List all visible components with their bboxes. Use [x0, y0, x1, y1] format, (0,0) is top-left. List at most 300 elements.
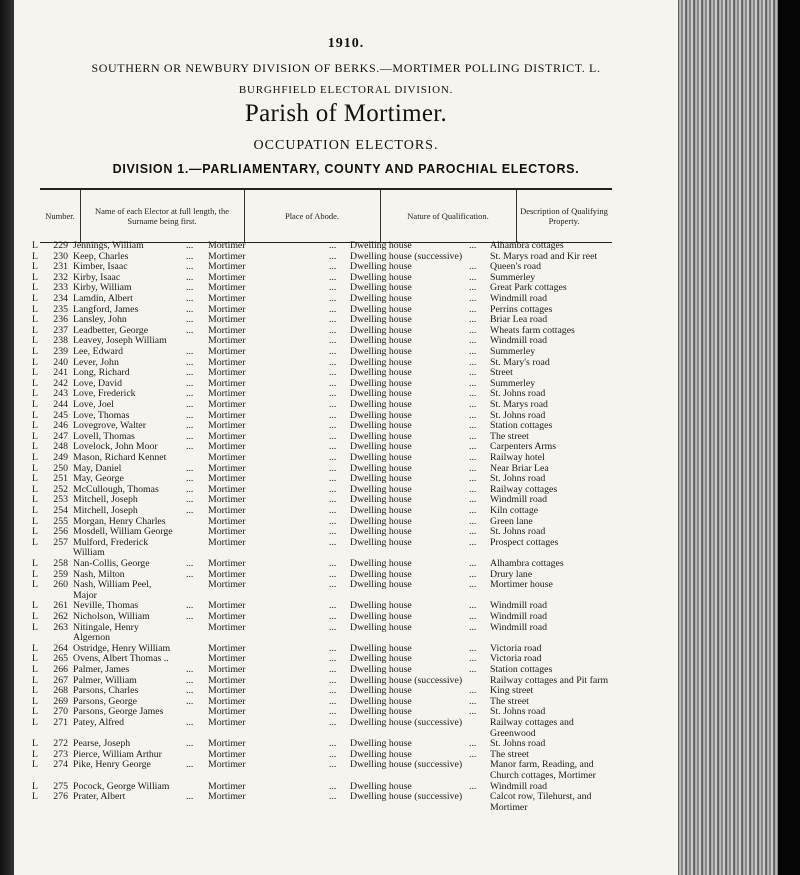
place-of-abode: Mortimer [208, 282, 246, 294]
place-of-abode: Mortimer [208, 611, 246, 622]
elector-name: Morgan, Henry Charles [73, 515, 166, 527]
leader-dots: ... [469, 377, 477, 389]
place-of-abode: Mortimer [208, 293, 246, 304]
column-header-abode: Place of Abode. [244, 190, 381, 242]
qualification-nature: Dwelling house [350, 494, 412, 506]
table-row [14, 494, 674, 505]
qualification-nature: Dwelling house [350, 271, 412, 283]
elector-name: Ovens, Albert Thomas .. [73, 653, 169, 665]
row-letter: L [32, 409, 38, 421]
elector-number: 245 [53, 409, 68, 421]
row-letter: L [32, 621, 38, 633]
table-row [14, 675, 674, 686]
leader-dots: ... [186, 250, 194, 262]
qualification-nature: Dwelling house [350, 420, 412, 432]
property-description: Windmill road [490, 780, 548, 792]
row-letter: L [32, 791, 38, 803]
leader-dots: ... [469, 452, 477, 463]
row-letter: L [32, 717, 38, 728]
column-header-number: Number. [40, 190, 81, 242]
property-description: Calcot row, Tilehurst, and [490, 791, 592, 803]
leader-dots: ... [329, 685, 337, 697]
table-row [14, 558, 674, 569]
row-letter: L [32, 780, 38, 792]
elector-name: Leavey, Joseph William [73, 335, 167, 347]
table-row [14, 431, 674, 442]
table-row [14, 547, 674, 558]
elector-number: 272 [53, 738, 68, 750]
elector-name: Lovelock, John Moor [73, 441, 158, 453]
leader-dots: ... [469, 409, 477, 421]
row-letter: L [32, 250, 38, 262]
elector-name: Love, Frederick [73, 388, 136, 400]
table-row [14, 781, 674, 792]
leader-dots: ... [469, 314, 477, 326]
leader-dots: ... [329, 473, 337, 485]
row-letter: L [32, 282, 38, 294]
leader-dots: ... [469, 282, 477, 294]
leader-dots: ... [329, 483, 337, 495]
property-description: Queen's road [490, 261, 542, 273]
row-letter: L [32, 303, 38, 315]
leader-dots: ... [469, 642, 477, 654]
leader-dots: ... [469, 441, 477, 453]
place-of-abode: Mortimer [208, 664, 246, 675]
qualification-nature: Dwelling house [350, 685, 412, 697]
row-letter: L [32, 600, 38, 612]
elector-number: 276 [53, 791, 68, 803]
table-row [14, 696, 674, 707]
leader-dots: ... [329, 674, 337, 686]
elector-name: Pearse, Joseph [73, 738, 131, 750]
table-row [14, 441, 674, 452]
elector-number: 266 [53, 664, 68, 675]
leader-dots: ... [329, 303, 337, 315]
row-letter: L [32, 399, 38, 410]
place-of-abode: Mortimer [208, 674, 246, 686]
place-of-abode: Mortimer [208, 717, 246, 728]
elector-name: Nan-Collis, George [73, 558, 150, 569]
elector-name: Neville, Thomas [73, 600, 139, 612]
qualification-nature: Dwelling house [350, 388, 412, 400]
elector-number: 267 [53, 674, 68, 686]
page-year: 1910. [327, 36, 365, 51]
property-description: Station cottages [490, 664, 553, 675]
leader-dots: ... [469, 515, 477, 527]
row-letter: L [32, 738, 38, 750]
table-row [14, 240, 674, 251]
property-description: St. Mary's road [490, 356, 550, 368]
table-row [14, 314, 674, 325]
table-row [14, 335, 674, 346]
property-description: Prospect cottages [490, 536, 559, 548]
table-row [14, 388, 674, 399]
place-of-abode: Mortimer [208, 452, 246, 463]
table-row [14, 569, 674, 580]
table-row [14, 304, 674, 315]
leader-dots: ... [186, 367, 194, 379]
table-row [14, 643, 674, 654]
leader-dots: ... [329, 399, 337, 410]
place-of-abode: Mortimer [208, 505, 246, 516]
elector-name: Lovell, Thomas [73, 430, 135, 442]
elector-name: Love, David [73, 377, 122, 389]
elector-name: Love, Joel [73, 399, 114, 410]
place-of-abode: Mortimer [208, 462, 246, 474]
leader-dots: ... [329, 250, 337, 262]
leader-dots: ... [469, 748, 477, 760]
qualification-nature: Dwelling house [350, 611, 412, 622]
row-letter: L [32, 494, 38, 506]
leader-dots: ... [329, 664, 337, 675]
property-description: Station cottages [490, 420, 553, 432]
place-of-abode: Mortimer [208, 303, 246, 315]
elector-number: 241 [53, 367, 68, 379]
elector-name: Langford, James [73, 303, 139, 315]
row-letter: L [32, 356, 38, 368]
elector-number: 242 [53, 377, 68, 389]
elector-name: Kirby, Isaac [73, 271, 121, 283]
property-description: The street [490, 430, 529, 442]
row-letter: L [32, 261, 38, 273]
qualification-nature: Dwelling house [350, 356, 412, 368]
electoral-division-heading: BURGHFIELD ELECTORAL DIVISION. [238, 84, 454, 96]
qualification-nature: Dwelling house [350, 409, 412, 421]
leader-dots: ... [329, 293, 337, 304]
property-description: Summerley [490, 377, 536, 389]
elector-number: 275 [53, 780, 68, 792]
elector-number: 257 [53, 536, 68, 548]
leader-dots: ... [469, 346, 477, 357]
property-description: Carpenters Arms [490, 441, 557, 453]
qualification-nature: Dwelling house [350, 282, 412, 294]
leader-dots: ... [329, 271, 337, 283]
property-description: Drury lane [490, 568, 533, 580]
place-of-abode: Mortimer [208, 324, 246, 336]
qualification-nature: Dwelling house [350, 335, 412, 347]
leader-dots: ... [329, 335, 337, 347]
property-description: Summerley [490, 346, 536, 357]
qualification-nature: Dwelling house [350, 642, 412, 654]
place-of-abode: Mortimer [208, 748, 246, 760]
elector-number: 269 [53, 695, 68, 707]
place-of-abode: Mortimer [208, 240, 246, 251]
leader-dots: ... [329, 388, 337, 400]
place-of-abode: Mortimer [208, 399, 246, 410]
leader-dots: ... [329, 367, 337, 379]
qualification-nature: Dwelling house (successive) [350, 717, 463, 728]
property-description: St. Johns road [490, 388, 546, 400]
table-row [14, 728, 674, 739]
elector-number: 256 [53, 526, 68, 538]
place-of-abode: Mortimer [208, 409, 246, 421]
table-row [14, 537, 674, 548]
leader-dots: ... [329, 324, 337, 336]
table-row [14, 749, 674, 760]
qualification-nature: Dwelling house [350, 441, 412, 453]
qualification-nature: Dwelling house [350, 505, 412, 516]
leader-dots: ... [329, 621, 337, 633]
elector-number: 255 [53, 515, 68, 527]
property-description: Railway hotel [490, 452, 545, 463]
leader-dots: ... [469, 367, 477, 379]
elector-number: 254 [53, 505, 68, 516]
place-of-abode: Mortimer [208, 356, 246, 368]
leader-dots: ... [329, 441, 337, 453]
qualification-nature: Dwelling house [350, 483, 412, 495]
leader-dots: ... [329, 558, 337, 569]
column-header-property: Description of Qualifying Property. [520, 206, 608, 226]
qualification-nature: Dwelling house [350, 367, 412, 379]
table-row [14, 717, 674, 728]
leader-dots: ... [329, 526, 337, 538]
table-row [14, 346, 674, 357]
elector-name: McCullough, Thomas [73, 483, 159, 495]
row-letter: L [32, 473, 38, 485]
leader-dots: ... [469, 695, 477, 707]
row-letter: L [32, 367, 38, 379]
property-description: St. Marys road [490, 399, 548, 410]
elector-name: Parsons, Charles [73, 685, 139, 697]
elector-name: Parsons, George [73, 695, 138, 707]
leader-dots: ... [329, 452, 337, 463]
table-row [14, 251, 674, 262]
row-letter: L [32, 579, 38, 591]
leader-dots: ... [186, 399, 194, 410]
leader-dots: ... [469, 261, 477, 273]
property-description: King street [490, 685, 534, 697]
table-row [14, 579, 674, 590]
table-row [14, 420, 674, 431]
leader-dots: ... [329, 717, 337, 728]
elector-number: 251 [53, 473, 68, 485]
leader-dots: ... [186, 717, 194, 728]
table-row [14, 738, 674, 749]
leader-dots: ... [469, 738, 477, 750]
elector-number: 247 [53, 430, 68, 442]
leader-dots: ... [186, 430, 194, 442]
property-description: Windmill road [490, 293, 548, 304]
leader-dots: ... [469, 780, 477, 792]
leader-dots: ... [469, 462, 477, 474]
elector-number: 253 [53, 494, 68, 506]
leader-dots: ... [469, 483, 477, 495]
place-of-abode: Mortimer [208, 759, 246, 771]
property-description: The street [490, 748, 529, 760]
property-description: St. Johns road [490, 473, 546, 485]
row-letter: L [32, 611, 38, 622]
property-description: Railway cottages [490, 483, 558, 495]
table-row [14, 410, 674, 421]
qualification-nature: Dwelling house (successive) [350, 759, 463, 771]
book-page-edges [678, 0, 800, 875]
elector-name: Prater, Albert [73, 791, 126, 803]
leader-dots: ... [469, 526, 477, 538]
elector-name: Palmer, William [73, 674, 137, 686]
qualification-nature: Dwelling house [350, 377, 412, 389]
row-letter: L [32, 653, 38, 665]
page-title: Parish of Mortimer. [244, 100, 448, 127]
leader-dots: ... [329, 494, 337, 506]
elector-name: May, George [73, 473, 124, 485]
elector-name: Kimber, Isaac [73, 261, 128, 273]
qualification-nature: Dwelling house [350, 664, 412, 675]
qualification-nature: Dwelling house [350, 780, 412, 792]
leader-dots: ... [329, 505, 337, 516]
qualification-nature: Dwelling house [350, 473, 412, 485]
leader-dots: ... [329, 377, 337, 389]
leader-dots: ... [329, 568, 337, 580]
leader-dots: ... [469, 293, 477, 304]
leader-dots: ... [469, 685, 477, 697]
leader-dots: ... [469, 356, 477, 368]
leader-dots: ... [186, 738, 194, 750]
property-description: Windmill road [490, 611, 548, 622]
property-description: Wheats farm cottages [490, 324, 575, 336]
leader-dots: ... [329, 240, 337, 251]
place-of-abode: Mortimer [208, 250, 246, 262]
leader-dots: ... [186, 314, 194, 326]
leader-dots: ... [186, 356, 194, 368]
place-of-abode: Mortimer [208, 515, 246, 527]
elector-number: 261 [53, 600, 68, 612]
place-of-abode: Mortimer [208, 430, 246, 442]
property-description: Street [490, 367, 513, 379]
property-description: Alhambra cottages [490, 558, 564, 569]
leader-dots: ... [186, 462, 194, 474]
table-row [14, 685, 674, 696]
property-description: St. Marys road and Kir reet [490, 250, 598, 262]
qualification-nature: Dwelling house [350, 621, 412, 633]
leader-dots: ... [329, 748, 337, 760]
elector-number: 248 [53, 441, 68, 453]
leader-dots: ... [469, 494, 477, 506]
leader-dots: ... [329, 780, 337, 792]
leader-dots: ... [186, 611, 194, 622]
elector-name: Mason, Richard Kennet [73, 452, 167, 463]
place-of-abode: Mortimer [208, 685, 246, 697]
place-of-abode: Mortimer [208, 261, 246, 273]
qualification-nature: Dwelling house [350, 748, 412, 760]
place-of-abode: Mortimer [208, 367, 246, 379]
property-description: Railway cottages and Pit farm [490, 674, 609, 686]
polling-district-heading: SOUTHERN OR NEWBURY DIVISION OF BERKS.—MORTIMER POLLING DISTRICT. L. [91, 61, 601, 75]
property-description: Summerley [490, 271, 536, 283]
elector-number: 258 [53, 558, 68, 569]
column-header-nature: Nature of Qualification. [380, 190, 517, 242]
place-of-abode: Mortimer [208, 738, 246, 750]
elector-number: 239 [53, 346, 68, 357]
leader-dots: ... [186, 483, 194, 495]
elector-number: 252 [53, 483, 68, 495]
elector-number: 234 [53, 293, 68, 304]
leader-dots: ... [329, 356, 337, 368]
property-description: Victoria road [490, 653, 542, 665]
leader-dots: ... [329, 642, 337, 654]
leader-dots: ... [329, 706, 337, 718]
leader-dots: ... [186, 346, 194, 357]
qualification-nature: Dwelling house [350, 399, 412, 410]
leader-dots: ... [469, 271, 477, 283]
qualification-nature: Dwelling house [350, 303, 412, 315]
place-of-abode: Mortimer [208, 314, 246, 326]
elector-name: Jennings, William [73, 240, 144, 251]
elector-name: Leadbetter, George [73, 324, 149, 336]
place-of-abode: Mortimer [208, 335, 246, 347]
table-row [14, 484, 674, 495]
elector-number: 230 [53, 250, 68, 262]
leader-dots: ... [469, 653, 477, 665]
qualification-nature: Dwelling house (successive) [350, 674, 463, 686]
place-of-abode: Mortimer [208, 271, 246, 283]
leader-dots: ... [186, 377, 194, 389]
elector-number: 233 [53, 282, 68, 294]
property-description: Windmill road [490, 335, 548, 347]
table-row [14, 452, 674, 463]
division-heading: DIVISION 1.—PARLIAMENTARY, COUNTY AND PAROCHIAL ELECTORS. [112, 162, 580, 176]
elector-name: Nitingale, Henry [73, 621, 139, 633]
qualification-nature: Dwelling house [350, 695, 412, 707]
elector-number: 262 [53, 611, 68, 622]
elector-number: 243 [53, 388, 68, 400]
elector-number: 264 [53, 642, 68, 654]
property-description: Railway cottages and [490, 717, 574, 728]
qualification-nature: Dwelling house (successive) [350, 791, 463, 803]
leader-dots: ... [329, 653, 337, 665]
table-row [14, 282, 674, 293]
row-letter: L [32, 293, 38, 304]
elector-name: Lamdin, Albert [73, 293, 133, 304]
leader-dots: ... [186, 303, 194, 315]
leader-dots: ... [329, 420, 337, 432]
leader-dots: ... [329, 282, 337, 294]
row-letter: L [32, 430, 38, 442]
row-letter: L [32, 377, 38, 389]
qualification-nature: Dwelling house (successive) [350, 250, 463, 262]
row-letter: L [32, 335, 38, 347]
elector-name: Algernon [73, 632, 111, 644]
property-description: Mortimer [490, 801, 528, 813]
place-of-abode: Mortimer [208, 695, 246, 707]
property-description: Green lane [490, 515, 533, 527]
qualification-nature: Dwelling house [350, 526, 412, 538]
elector-number: 260 [53, 579, 68, 591]
property-description: Manor farm, Reading, and [490, 759, 594, 771]
elector-name: Lever, John [73, 356, 119, 368]
elector-name: Pierce, William Arthur [73, 748, 162, 760]
place-of-abode: Mortimer [208, 653, 246, 665]
qualification-nature: Dwelling house [350, 738, 412, 750]
leader-dots: ... [329, 515, 337, 527]
elector-number: 270 [53, 706, 68, 718]
leader-dots: ... [186, 695, 194, 707]
row-letter: L [32, 441, 38, 453]
table-row [14, 611, 674, 622]
property-description: St. Johns road [490, 706, 546, 718]
table-row [14, 516, 674, 527]
place-of-abode: Mortimer [208, 377, 246, 389]
leader-dots: ... [329, 791, 337, 803]
elector-name: Nicholson, William [73, 611, 150, 622]
row-letter: L [32, 505, 38, 516]
property-description: Church cottages, Mortimer [490, 770, 596, 781]
leader-dots: ... [329, 314, 337, 326]
leader-dots: ... [186, 271, 194, 283]
elector-number: 240 [53, 356, 68, 368]
table-row [14, 505, 674, 516]
leader-dots: ... [186, 494, 194, 506]
leader-dots: ... [186, 420, 194, 432]
